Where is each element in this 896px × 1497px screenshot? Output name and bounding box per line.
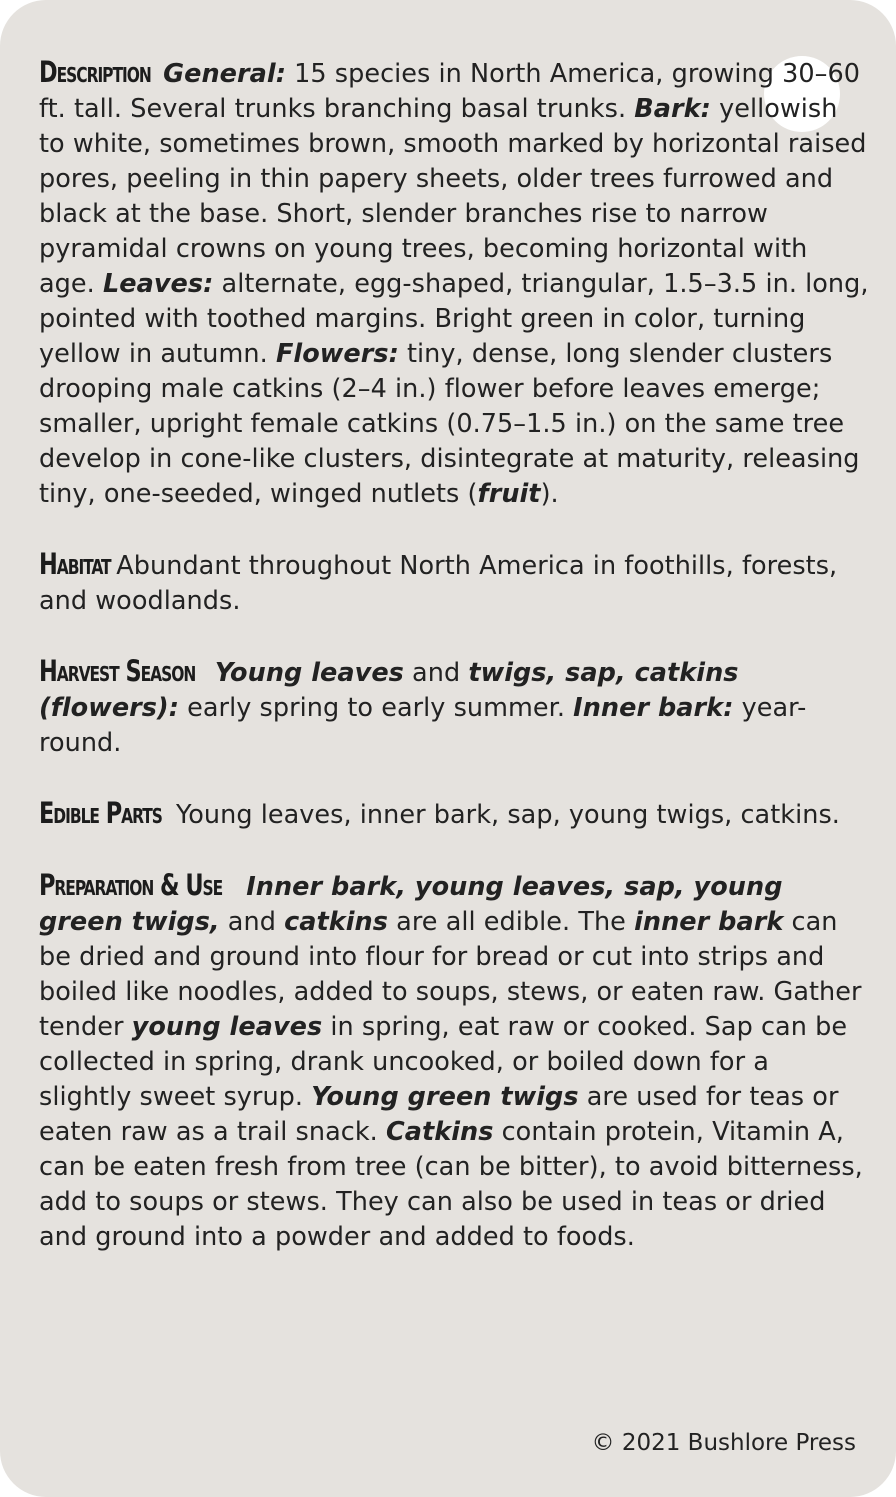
harvest-text1: early spring to early summer. bbox=[178, 693, 574, 723]
prep-t6: contain protein, Vitamin A, can be eaten fresh from tree (can be bitter), to avoid bitterness, add to soups or stews. They can also be used in teas or dried and ground into a powder and added to foods. bbox=[39, 1117, 863, 1252]
description-closing: ). bbox=[540, 479, 559, 509]
prep-p5: Young green twigs bbox=[311, 1082, 579, 1112]
flowers-text: tiny, dense, long slender clusters drooping male catkins (2–4 in.) flower before leaves emerge; smaller, upright female catkins (0.75–1.5 in.) on the same tree develop in cone-like clusters, disintegrate at maturity, releasing tiny, one-seeded, winged nutlets ( bbox=[39, 339, 860, 509]
bark-text: yellowish to white, sometimes brown, smooth marked by horizontal raised pores, peeling in thin papery sheets, older trees furrowed and black at the base. Short, slender branches rise to narrow pyramidal crowns on young trees, becoming horizontal with age. bbox=[39, 94, 867, 299]
leaves-label: Leaves: bbox=[102, 269, 214, 299]
prep-t4: in spring, eat raw or cooked. Sap can be collected in spring, drank uncooked, or boiled down for a slightly sweet syrup. bbox=[39, 1012, 848, 1112]
preparation-heading: Preparation & Use bbox=[39, 868, 223, 902]
harvest-twigs-sap: twigs, sap, catkins (flowers): bbox=[39, 658, 739, 723]
edible-section bbox=[39, 796, 869, 833]
harvest-section bbox=[39, 654, 869, 761]
general-label: General: bbox=[163, 59, 286, 89]
edible-text: Young leaves, inner bark, sap, young twigs, catkins. bbox=[176, 800, 840, 830]
preparation-section bbox=[39, 868, 869, 1255]
prep-t3: can be dried and ground into flour for bread or cut into strips and boiled like noodles, added to soups, stews, or eaten raw. Gather tender bbox=[39, 907, 862, 1042]
harvest-young-leaves: Young leaves bbox=[214, 658, 404, 688]
edible-heading: Edible Parts bbox=[39, 796, 162, 830]
copyright-notice: © 2021 Bushlore Press bbox=[591, 1430, 856, 1456]
description-section bbox=[39, 55, 869, 512]
leaves-text: alternate, egg-shaped, triangular, 1.5–3.5 in. long, pointed with toothed margins. Bright green in color, turning yellow in autumn. bbox=[39, 269, 869, 369]
card-content bbox=[39, 55, 869, 1290]
prep-t2: are all edible. The bbox=[388, 907, 635, 937]
habitat-heading: Habitat bbox=[39, 547, 111, 581]
harvest-inner-bark: Inner bark: bbox=[573, 693, 734, 723]
harvest-text2: year-round. bbox=[39, 693, 807, 758]
fruit-label: fruit bbox=[477, 479, 541, 509]
habitat-text: Abundant throughout North America in foothills, forests, and woodlands. bbox=[39, 551, 838, 616]
prep-p2: catkins bbox=[284, 907, 388, 937]
prep-p6: Catkins bbox=[385, 1117, 494, 1147]
habitat-section bbox=[39, 547, 869, 619]
prep-p1: Inner bark, young leaves, sap, young green twigs, bbox=[39, 872, 783, 937]
prep-t1: and bbox=[219, 907, 285, 937]
prep-t5: are used for teas or eaten raw as a trail snack. bbox=[39, 1082, 839, 1147]
flowers-label: Flowers: bbox=[275, 339, 399, 369]
prep-p4: young leaves bbox=[131, 1012, 323, 1042]
harvest-and: and bbox=[403, 658, 469, 688]
description-heading: Description bbox=[39, 55, 151, 89]
bark-label: Bark: bbox=[634, 94, 711, 124]
harvest-heading: Harvest Season bbox=[39, 654, 196, 688]
prep-p3: inner bark bbox=[634, 907, 784, 937]
general-text: 15 species in North America, growing 30–60 ft. tall. Several trunks branching basal trunks. bbox=[39, 59, 861, 124]
